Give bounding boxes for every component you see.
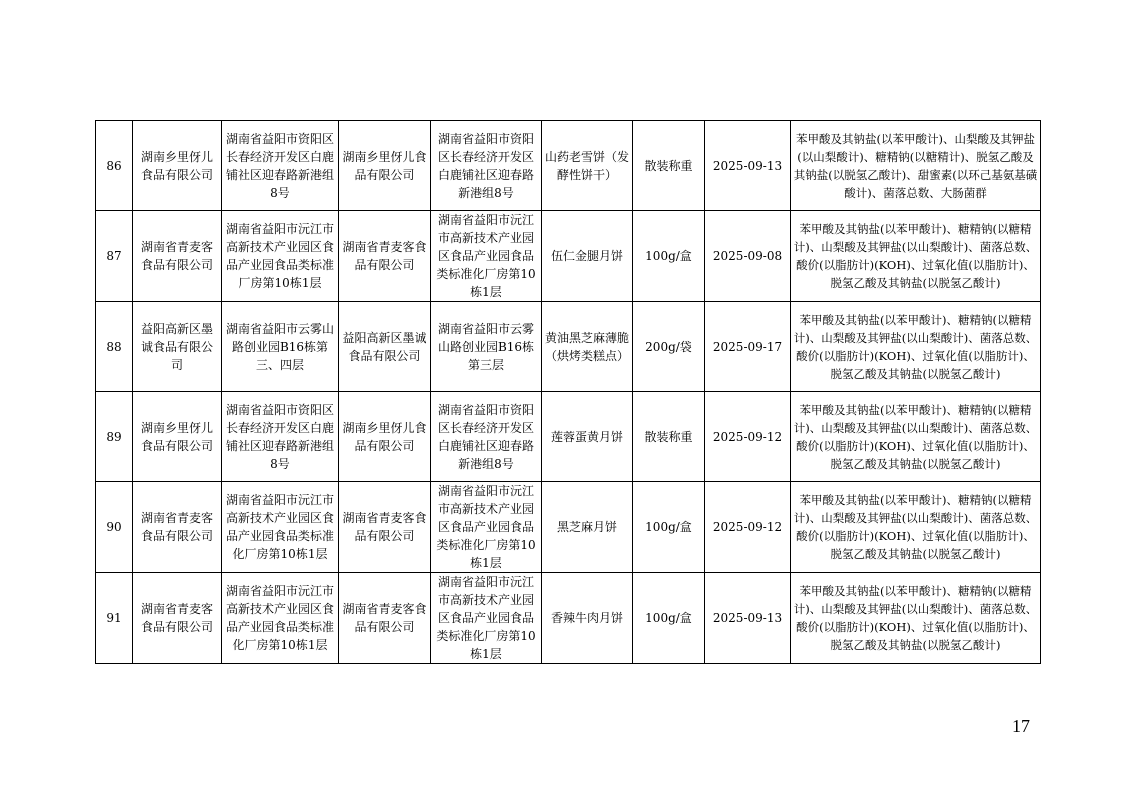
cell-no: 87 <box>96 211 133 302</box>
cell-spec: 100g/盒 <box>633 211 705 302</box>
cell-producer-address: 湖南省益阳市沅江市高新技术产业园区食品产业园食品类标准化厂房第10栋1层 <box>222 573 339 664</box>
table-row <box>96 302 1041 392</box>
cell-producer: 湖南省青麦客食品有限公司 <box>133 211 222 302</box>
cell-tests: 苯甲酸及其钠盐(以苯甲酸计)、糖精钠(以糖精计)、山梨酸及其钾盐(以山梨酸计)、菌落总数、酸价(以脂肪计)(KOH)、过氧化值(以脂肪计)、脱氢乙酸及其钠盐(以脱氢乙酸计) <box>791 482 1041 573</box>
cell-spec: 散装称重 <box>633 392 705 482</box>
cell-no: 91 <box>96 573 133 664</box>
cell-producer: 湖南乡里伢儿食品有限公司 <box>133 392 222 482</box>
cell-seller-address: 湖南省益阳市沅江市高新技术产业园区食品产业园食品类标准化厂房第10栋1层 <box>431 211 542 302</box>
cell-spec: 100g/盒 <box>633 573 705 664</box>
cell-no: 86 <box>96 121 133 211</box>
cell-tests: 苯甲酸及其钠盐(以苯甲酸计)、糖精钠(以糖精计)、山梨酸及其钾盐(以山梨酸计)、菌落总数、酸价(以脂肪计)(KOH)、过氧化值(以脂肪计)、脱氢乙酸及其钠盐(以脱氢乙酸计) <box>791 302 1041 392</box>
cell-spec: 散装称重 <box>633 121 705 211</box>
cell-spec: 200g/袋 <box>633 302 705 392</box>
cell-producer: 湖南省青麦客食品有限公司 <box>133 573 222 664</box>
cell-product: 黄油黑芝麻薄脆（烘烤类糕点） <box>542 302 633 392</box>
cell-date: 2025-09-13 <box>705 573 791 664</box>
cell-spec: 100g/盒 <box>633 482 705 573</box>
table-row <box>96 121 1041 211</box>
cell-producer-address: 湖南省益阳市云雾山路创业园B16栋第三、四层 <box>222 302 339 392</box>
cell-no: 90 <box>96 482 133 573</box>
cell-product: 伍仁金腿月饼 <box>542 211 633 302</box>
page-number: 17 <box>1012 716 1030 736</box>
cell-date: 2025-09-12 <box>705 392 791 482</box>
cell-tests: 苯甲酸及其钠盐(以苯甲酸计)、糖精钠(以糖精计)、山梨酸及其钾盐(以山梨酸计)、菌落总数、酸价(以脂肪计)(KOH)、过氧化值(以脂肪计)、脱氢乙酸及其钠盐(以脱氢乙酸计) <box>791 211 1041 302</box>
cell-product: 香辣牛肉月饼 <box>542 573 633 664</box>
cell-seller: 湖南乡里伢儿食品有限公司 <box>339 392 431 482</box>
cell-seller: 湖南省青麦客食品有限公司 <box>339 211 431 302</box>
cell-seller: 湖南乡里伢儿食品有限公司 <box>339 121 431 211</box>
cell-product: 黑芝麻月饼 <box>542 482 633 573</box>
cell-date: 2025-09-08 <box>705 211 791 302</box>
cell-producer: 湖南省青麦客食品有限公司 <box>133 482 222 573</box>
cell-producer: 湖南乡里伢儿食品有限公司 <box>133 121 222 211</box>
cell-product: 莲蓉蛋黄月饼 <box>542 392 633 482</box>
cell-date: 2025-09-12 <box>705 482 791 573</box>
inspection-table <box>95 120 1041 664</box>
table-row <box>96 482 1041 573</box>
table-body <box>96 121 1041 664</box>
cell-date: 2025-09-17 <box>705 302 791 392</box>
cell-no: 89 <box>96 392 133 482</box>
cell-date: 2025-09-13 <box>705 121 791 211</box>
cell-producer: 益阳高新区墨诚食品有限公司 <box>133 302 222 392</box>
cell-tests: 苯甲酸及其钠盐(以苯甲酸计)、糖精钠(以糖精计)、山梨酸及其钾盐(以山梨酸计)、菌落总数、酸价(以脂肪计)(KOH)、过氧化值(以脂肪计)、脱氢乙酸及其钠盐(以脱氢乙酸计) <box>791 392 1041 482</box>
cell-seller-address: 湖南省益阳市沅江市高新技术产业园区食品产业园食品类标准化厂房第10栋1层 <box>431 573 542 664</box>
cell-seller-address: 湖南省益阳市资阳区长春经济开发区白鹿铺社区迎春路新港组8号 <box>431 392 542 482</box>
cell-producer-address: 湖南省益阳市资阳区长春经济开发区白鹿铺社区迎春路新港组8号 <box>222 392 339 482</box>
cell-seller-address: 湖南省益阳市沅江市高新技术产业园区食品产业园食品类标准化厂房第10栋1层 <box>431 482 542 573</box>
cell-seller: 湖南省青麦客食品有限公司 <box>339 573 431 664</box>
table-row <box>96 211 1041 302</box>
cell-producer-address: 湖南省益阳市沅江市高新技术产业园区食品产业园食品类标准厂房第10栋1层 <box>222 211 339 302</box>
cell-no: 88 <box>96 302 133 392</box>
cell-seller-address: 湖南省益阳市资阳区长春经济开发区白鹿铺社区迎春路新港组8号 <box>431 121 542 211</box>
cell-tests: 苯甲酸及其钠盐(以苯甲酸计)、糖精钠(以糖精计)、山梨酸及其钾盐(以山梨酸计)、菌落总数、酸价(以脂肪计)(KOH)、过氧化值(以脂肪计)、脱氢乙酸及其钠盐(以脱氢乙酸计) <box>791 573 1041 664</box>
table-row <box>96 392 1041 482</box>
table-row <box>96 573 1041 664</box>
cell-seller: 湖南省青麦客食品有限公司 <box>339 482 431 573</box>
cell-tests: 苯甲酸及其钠盐(以苯甲酸计)、山梨酸及其钾盐(以山梨酸计)、糖精钠(以糖精计)、脱氢乙酸及其钠盐(以脱氢乙酸计)、甜蜜素(以环己基氨基磺酸计)、菌落总数、大肠菌群 <box>791 121 1041 211</box>
cell-product: 山药老雪饼（发酵性饼干） <box>542 121 633 211</box>
cell-producer-address: 湖南省益阳市资阳区长春经济开发区白鹿铺社区迎春路新港组8号 <box>222 121 339 211</box>
cell-producer-address: 湖南省益阳市沅江市高新技术产业园区食品产业园食品类标准化厂房第10栋1层 <box>222 482 339 573</box>
cell-seller: 益阳高新区墨诚食品有限公司 <box>339 302 431 392</box>
cell-seller-address: 湖南省益阳市云雾山路创业园B16栋第三层 <box>431 302 542 392</box>
